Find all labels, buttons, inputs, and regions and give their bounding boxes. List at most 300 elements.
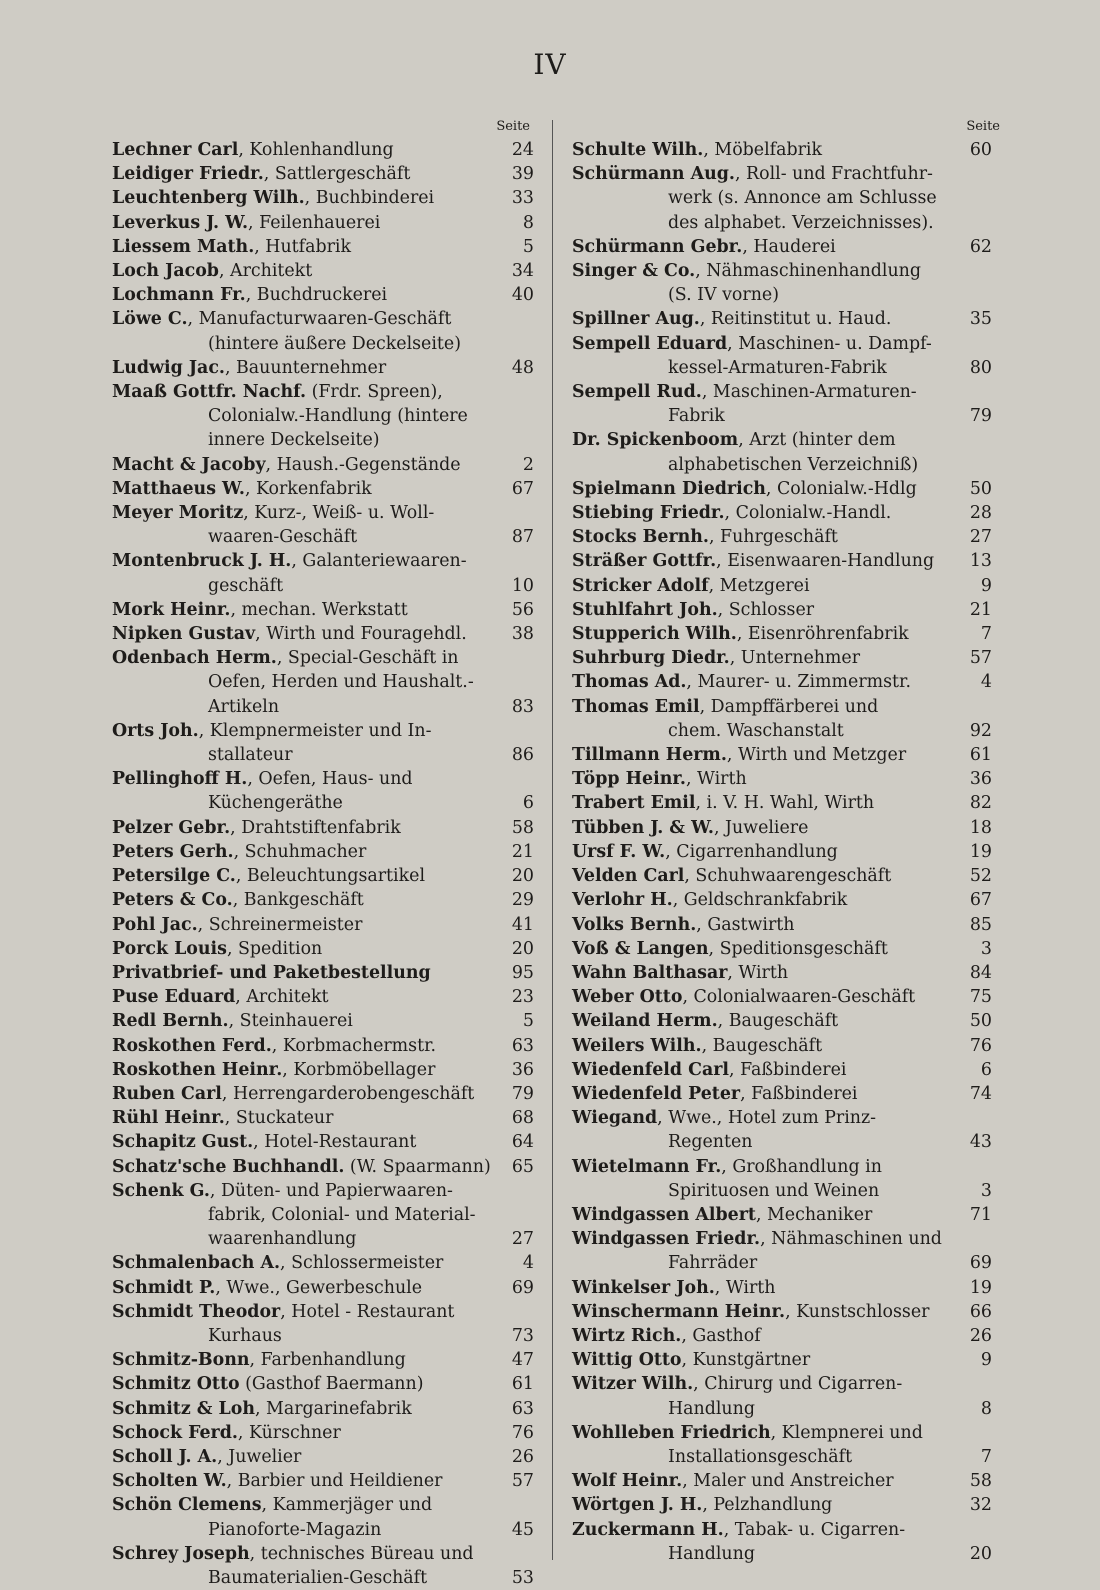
directory-entry xyxy=(112,235,542,259)
directory-entry xyxy=(112,719,542,767)
entry-first-line xyxy=(112,501,542,525)
entry-name: Wörtgen J. H. xyxy=(572,1495,703,1516)
entry-page-number: 71 xyxy=(969,1204,992,1225)
entry-name: Mork Heinr. xyxy=(112,599,231,620)
entry-page-number: 58 xyxy=(511,817,534,838)
entry-page-number: 63 xyxy=(511,1398,534,1419)
directory-entry xyxy=(572,816,1000,840)
entry-continuation: Küchengeräthe xyxy=(208,793,343,814)
entry-page-number: 32 xyxy=(969,1495,992,1516)
directory-entry xyxy=(572,501,1000,525)
entry-page-number: 52 xyxy=(969,866,992,887)
entry-name: Schmitz-Bonn xyxy=(112,1350,250,1371)
entry-name: Porck Louis xyxy=(112,938,227,959)
entry-description: , Oefen, Haus- und xyxy=(247,769,413,790)
directory-entry xyxy=(112,259,542,283)
entry-continuation: kessel-Armaturen-Fabrik xyxy=(668,357,887,378)
directory-entry xyxy=(112,1276,542,1300)
entry-continuation: Kurhaus xyxy=(208,1325,282,1346)
entry-page-number: 33 xyxy=(511,188,534,209)
entry-continuation: geschäft xyxy=(208,575,284,596)
directory-entry xyxy=(572,259,1000,307)
entry-continuation: Fabrik xyxy=(668,406,725,427)
directory-entry xyxy=(572,985,1000,1009)
entry-description: , Architekt xyxy=(218,261,313,282)
entry-name: Privatbrief- und Paketbestellung xyxy=(112,962,431,983)
directory-entry xyxy=(112,1397,542,1421)
entry-page-number: 3 xyxy=(980,938,992,959)
entry-list xyxy=(572,138,1000,1566)
entry-description: , Haush.-Gegenstände xyxy=(265,454,461,475)
entry-description: , Manufacturwaaren-Geschäft xyxy=(187,309,452,330)
entry-first-line xyxy=(572,1518,1000,1542)
entry-continuation: (hintere äußere Deckelseite) xyxy=(208,333,461,354)
directory-entry xyxy=(572,1155,1000,1203)
entry-description: , Gasthof xyxy=(681,1325,761,1346)
directory-entry xyxy=(112,1082,542,1106)
entry-continuation: innere Deckelseite) xyxy=(208,430,380,451)
entry-description: , Stuckateur xyxy=(224,1108,334,1129)
entry-name: Windgassen Albert xyxy=(572,1204,756,1225)
entry-page-number: 4 xyxy=(980,672,992,693)
entry-page-number: 18 xyxy=(969,817,992,838)
entry-description: , Wirth und Fouragehdl. xyxy=(255,624,467,645)
entry-page-number: 86 xyxy=(511,745,534,766)
entry-page-number: 79 xyxy=(969,406,992,427)
entry-name: Schürmann Gebr. xyxy=(572,236,743,257)
entry-description: , Kurz-, Weiß- u. Woll- xyxy=(243,503,435,524)
directory-entry xyxy=(572,598,1000,622)
entry-description: , Wirth und Metzger xyxy=(726,745,907,766)
entry-name: Tillmann Herm. xyxy=(572,745,727,766)
entry-page-number: 20 xyxy=(511,866,534,887)
entry-description: , Hutfabrik xyxy=(254,236,352,257)
directory-entry xyxy=(112,1130,542,1154)
entry-page-number: 7 xyxy=(980,1446,992,1467)
entry-page-number: 8 xyxy=(980,1398,992,1419)
entry-continuation: werk (s. Annonce am Schlusse xyxy=(668,188,937,209)
directory-entry xyxy=(112,1009,542,1033)
directory-entry xyxy=(572,791,1000,815)
entry-description: , Hotel - Restaurant xyxy=(280,1301,455,1322)
entry-name: Odenbach Herm. xyxy=(112,648,277,669)
entry-page-number: 7 xyxy=(980,624,992,645)
directory-entry xyxy=(572,937,1000,961)
entry-first-line xyxy=(572,1372,1000,1396)
entry-page-number: 19 xyxy=(969,841,992,862)
column-divider xyxy=(552,120,553,1560)
entry-description: , Mechaniker xyxy=(755,1204,873,1225)
entry-name: Dr. Spickenboom xyxy=(572,430,739,451)
entry-first-line xyxy=(112,646,542,670)
entry-description: , Dampffärberei und xyxy=(699,696,879,717)
entry-first-line xyxy=(112,767,542,791)
entry-name: Sträßer Gottfr. xyxy=(572,551,717,572)
entry-description: , Steinhauerei xyxy=(228,1011,353,1032)
directory-entry xyxy=(572,840,1000,864)
entry-description: , Baugeschäft xyxy=(717,1011,839,1032)
entry-page-number: 69 xyxy=(511,1277,534,1298)
entry-description: (Frdr. Spreen), xyxy=(306,382,443,403)
entry-page-number: 61 xyxy=(511,1374,534,1395)
entry-name: Lochmann Fr. xyxy=(112,285,246,306)
entry-name: Stuhlfahrt Joh. xyxy=(572,599,718,620)
entry-description: , technisches Büreau und xyxy=(249,1543,474,1564)
entry-name: Schmalenbach A. xyxy=(112,1253,281,1274)
entry-description: , Kürschner xyxy=(237,1422,341,1443)
entry-name: Pellinghoff H. xyxy=(112,769,248,790)
entry-description: , Korbmachermstr. xyxy=(271,1035,437,1056)
entry-description: , Galanteriewaaren- xyxy=(291,551,467,572)
directory-entry xyxy=(112,937,542,961)
entry-description: , Tabak- u. Cigarren- xyxy=(723,1519,906,1540)
directory-entry xyxy=(572,1058,1000,1082)
entry-description: , Pelzhandlung xyxy=(702,1495,833,1516)
entry-page-number: 57 xyxy=(511,1471,534,1492)
entry-description: , Chirurg und Cigarren- xyxy=(693,1374,903,1395)
entry-name: Windgassen Friedr. xyxy=(572,1229,761,1250)
entry-description: , Bauunternehmer xyxy=(224,357,387,378)
entry-page-number: 27 xyxy=(969,527,992,548)
directory-entry xyxy=(112,549,542,597)
entry-name: Suhrburg Diedr. xyxy=(572,648,730,669)
entry-name: Schmidt P. xyxy=(112,1277,216,1298)
entry-description: , Wwe., Hotel zum Prinz- xyxy=(657,1108,877,1129)
entry-description: , Colonialw.-Handl. xyxy=(724,503,892,524)
directory-entry xyxy=(572,961,1000,985)
entry-name: Meyer Moritz xyxy=(112,503,244,524)
directory-entry xyxy=(572,743,1000,767)
directory-entry xyxy=(112,864,542,888)
entry-first-line xyxy=(112,1300,542,1324)
entry-description: , Möbelfabrik xyxy=(703,140,823,160)
entry-page-number: 4 xyxy=(522,1253,534,1274)
entry-continuation: chem. Waschanstalt xyxy=(668,720,844,741)
entry-continuation: stallateur xyxy=(208,745,293,766)
entry-continuation: Artikeln xyxy=(208,696,280,717)
entry-description: , Juweliere xyxy=(713,817,809,838)
entry-name: Schapitz Gust. xyxy=(112,1132,254,1153)
entry-description: , Maurer- u. Zimmermstr. xyxy=(686,672,911,693)
entry-page-number: 66 xyxy=(969,1301,992,1322)
entry-name: Puse Eduard xyxy=(112,987,236,1008)
entry-first-line xyxy=(572,695,1000,719)
directory-entry xyxy=(572,1106,1000,1154)
entry-first-line xyxy=(572,259,1000,283)
entry-page-number: 50 xyxy=(969,1011,992,1032)
entry-first-line xyxy=(572,380,1000,404)
entry-description: , Cigarrenhandlung xyxy=(665,841,838,862)
directory-entry xyxy=(572,767,1000,791)
entry-description: , Colonialw.-Hdlg xyxy=(765,478,917,499)
entry-first-line xyxy=(572,428,1000,452)
entry-page-number: 61 xyxy=(969,745,992,766)
entry-name: Verlohr H. xyxy=(572,890,673,911)
entry-description: , Hotel-Restaurant xyxy=(253,1132,417,1153)
entry-list xyxy=(112,138,542,1590)
entry-name: Schmitz & Loh xyxy=(112,1398,255,1419)
entry-description: , Juwelier xyxy=(217,1446,302,1467)
entry-description: , Großhandlung in xyxy=(721,1156,882,1177)
directory-entry xyxy=(112,477,542,501)
entry-description: , Schlosser xyxy=(717,599,815,620)
directory-entry xyxy=(112,1372,542,1396)
entry-name: Schulte Wilh. xyxy=(572,140,704,160)
entry-page-number: 27 xyxy=(511,1229,534,1250)
directory-entry xyxy=(112,1251,542,1275)
entry-page-number: 21 xyxy=(969,599,992,620)
entry-continuation: Baumaterialien-Geschäft xyxy=(208,1567,428,1588)
directory-entry xyxy=(572,864,1000,888)
page-column-header: Seite xyxy=(496,119,530,134)
directory-entry xyxy=(572,1493,1000,1517)
entry-page-number: 6 xyxy=(980,1059,992,1080)
entry-name: Schürmann Aug. xyxy=(572,164,735,185)
directory-entry xyxy=(112,961,542,985)
entry-page-number: 26 xyxy=(969,1325,992,1346)
entry-page-number: 73 xyxy=(511,1325,534,1346)
directory-entry xyxy=(572,1372,1000,1420)
directory-entry xyxy=(112,501,542,549)
entry-name: Winschermann Heinr. xyxy=(572,1301,786,1322)
entry-name: Velden Carl xyxy=(572,866,685,887)
entry-description: , Roll- und Frachtfuhr- xyxy=(734,164,933,185)
entry-description: , Eisenröhrenfabrik xyxy=(736,624,909,645)
directory-entry xyxy=(112,1421,542,1445)
entry-description: , Wirth xyxy=(727,962,789,983)
entry-first-line xyxy=(112,307,542,331)
entry-name: Petersilge C. xyxy=(112,866,236,887)
entry-description: , Kammerjäger und xyxy=(261,1495,433,1516)
directory-entry xyxy=(572,1348,1000,1372)
entry-name: Singer & Co. xyxy=(572,261,696,282)
entry-description: , Maschinen- u. Dampf- xyxy=(727,333,932,354)
entry-page-number: 39 xyxy=(511,164,534,185)
entry-description: , Barbier und Heildiener xyxy=(226,1471,443,1492)
entry-first-line xyxy=(572,1227,1000,1251)
entry-name: Winkelser Joh. xyxy=(572,1277,715,1298)
entry-description: , Kunstschlosser xyxy=(785,1301,930,1322)
entry-page-number: 41 xyxy=(511,914,534,935)
entry-name: Lechner Carl xyxy=(112,140,239,160)
entry-page-number: 21 xyxy=(511,841,534,862)
directory-entry xyxy=(112,913,542,937)
entry-description: , Maler und Anstreicher xyxy=(682,1471,894,1492)
directory-entry xyxy=(112,138,542,162)
entry-name: Schmidt Theodor xyxy=(112,1301,281,1322)
entry-description: , Faßbinderei xyxy=(740,1083,858,1104)
entry-page-number: 87 xyxy=(511,527,534,548)
entry-page-number: 92 xyxy=(969,720,992,741)
entry-page-number: 95 xyxy=(511,962,534,983)
entry-first-line xyxy=(572,1421,1000,1445)
entry-description: , Wirth xyxy=(685,769,747,790)
directory-entry xyxy=(572,622,1000,646)
entry-page-number: 60 xyxy=(969,140,992,160)
entry-page-number: 83 xyxy=(511,696,534,717)
entry-page-number: 29 xyxy=(511,890,534,911)
entry-name: Wiedenfeld Peter xyxy=(572,1083,741,1104)
entry-name: Töpp Heinr. xyxy=(572,769,686,790)
directory-entry xyxy=(572,1518,1000,1566)
entry-page-number: 63 xyxy=(511,1035,534,1056)
entry-continuation: Handlung xyxy=(668,1398,755,1419)
entry-first-line xyxy=(112,1179,542,1203)
directory-entry xyxy=(572,1227,1000,1275)
entry-name: Stocks Bernh. xyxy=(572,527,709,548)
directory-entry xyxy=(112,162,542,186)
directory-entry xyxy=(112,1034,542,1058)
entry-description: , Reitinstitut u. Haud. xyxy=(699,309,892,330)
entry-page-number: 20 xyxy=(511,938,534,959)
entry-name: Wietelmann Fr. xyxy=(572,1156,722,1177)
entry-name: Maaß Gottfr. Nachf. xyxy=(112,382,307,403)
entry-description: , Nähmaschinen und xyxy=(760,1229,942,1250)
page-number: IV xyxy=(533,48,567,81)
entry-page-number: 69 xyxy=(969,1253,992,1274)
directory-entry xyxy=(572,1009,1000,1033)
directory-entry xyxy=(572,1203,1000,1227)
entry-name: Wirtz Rich. xyxy=(572,1325,682,1346)
entry-first-line xyxy=(112,380,542,404)
directory-entry xyxy=(112,380,542,453)
entry-page-number: 62 xyxy=(969,236,992,257)
entry-continuation: fabrik, Colonial- und Material- xyxy=(208,1204,476,1225)
entry-page-number: 40 xyxy=(511,285,534,306)
directory-entry xyxy=(112,1445,542,1469)
entry-page-number: 36 xyxy=(511,1059,534,1080)
entry-name: Zuckermann H. xyxy=(572,1519,724,1540)
entry-name: Liessem Math. xyxy=(112,236,255,257)
directory-entry xyxy=(112,840,542,864)
entry-first-line xyxy=(112,549,542,573)
directory-entry xyxy=(572,138,1000,162)
entry-continuation: alphabetischen Verzeichniß) xyxy=(668,454,919,475)
entry-page-number: 74 xyxy=(969,1083,992,1104)
entry-first-line xyxy=(112,1493,542,1517)
entry-description: , Eisenwaaren-Handlung xyxy=(716,551,935,572)
entry-page-number: 9 xyxy=(980,575,992,596)
entry-continuation: (S. IV vorne) xyxy=(668,285,779,306)
entry-name: Scholten W. xyxy=(112,1471,227,1492)
entry-page-number: 48 xyxy=(511,357,534,378)
entry-description: , Schlossermeister xyxy=(280,1253,444,1274)
entry-description: , Metzgerei xyxy=(708,575,810,596)
directory-entry xyxy=(112,985,542,1009)
directory-entry xyxy=(572,695,1000,743)
entry-description: , Buchdruckerei xyxy=(245,285,388,306)
entry-first-line xyxy=(112,719,542,743)
directory-entry xyxy=(572,888,1000,912)
entry-page-number: 36 xyxy=(969,769,992,790)
entry-name: Wohlleben Friedrich xyxy=(572,1422,771,1443)
entry-page-number: 28 xyxy=(969,503,992,524)
directory-entry xyxy=(572,574,1000,598)
entry-description: , Buchbinderei xyxy=(304,188,435,209)
directory-entry xyxy=(112,1179,542,1252)
directory-entry xyxy=(112,283,542,307)
entry-description: (W. Spaarmann) xyxy=(344,1156,491,1177)
directory-entry xyxy=(572,332,1000,380)
entry-name: Schatz'sche Buchhandl. xyxy=(112,1156,345,1177)
directory-entry xyxy=(112,1542,542,1590)
entry-name: Weilers Wilh. xyxy=(572,1035,702,1056)
entry-page-number: 34 xyxy=(511,261,534,282)
directory-entry xyxy=(572,549,1000,573)
entry-name: Pohl Jac. xyxy=(112,914,198,935)
entry-name: Weiland Herm. xyxy=(572,1011,718,1032)
entry-page-number: 24 xyxy=(511,140,534,160)
entry-name: Roskothen Heinr. xyxy=(112,1059,283,1080)
entry-page-number: 67 xyxy=(511,478,534,499)
directory-entry xyxy=(572,1276,1000,1300)
entry-name: Leverkus J. W. xyxy=(112,212,249,233)
entry-continuation: Colonialw.-Handlung (hintere xyxy=(208,406,468,427)
entry-page-number: 57 xyxy=(969,648,992,669)
entry-name: Leidiger Friedr. xyxy=(112,164,264,185)
page-column-header: Seite xyxy=(966,119,1000,134)
entry-description: , Faßbinderei xyxy=(729,1059,847,1080)
directory-entry xyxy=(112,1493,542,1541)
directory-entry xyxy=(112,307,542,355)
entry-page-number: 50 xyxy=(969,478,992,499)
entry-name: Wittig Otto xyxy=(572,1350,682,1371)
entry-page-number: 58 xyxy=(969,1471,992,1492)
directory-entry xyxy=(572,307,1000,331)
entry-page-number: 6 xyxy=(522,793,534,814)
entry-page-number: 26 xyxy=(511,1446,534,1467)
entry-first-line xyxy=(572,162,1000,186)
entry-name: Orts Joh. xyxy=(112,720,199,741)
entry-name: Montenbruck J. H. xyxy=(112,551,292,572)
entry-name: Stupperich Wilh. xyxy=(572,624,737,645)
entry-continuation: Spirituosen und Weinen xyxy=(668,1180,880,1201)
entry-page-number: 5 xyxy=(522,1011,534,1032)
entry-description: , Herrengarderobengeschäft xyxy=(221,1083,475,1104)
entry-page-number: 68 xyxy=(511,1108,534,1129)
directory-entry xyxy=(112,888,542,912)
entry-name: Pelzer Gebr. xyxy=(112,817,231,838)
directory-entry xyxy=(572,235,1000,259)
entry-continuation: Oefen, Herden und Haushalt.- xyxy=(208,672,474,693)
entry-name: Weber Otto xyxy=(572,987,683,1008)
entry-first-line xyxy=(572,1106,1000,1130)
entry-page-number: 5 xyxy=(522,236,534,257)
entry-continuation: Fahrräder xyxy=(668,1253,758,1274)
entry-page-number: 64 xyxy=(511,1132,534,1153)
entry-description: , mechan. Werkstatt xyxy=(230,599,408,620)
directory-entry xyxy=(112,356,542,380)
entry-name: Nipken Gustav xyxy=(112,624,256,645)
entry-description: , Drahtstiftenfabrik xyxy=(230,817,401,838)
entry-first-line xyxy=(572,1155,1000,1179)
entry-name: Spillner Aug. xyxy=(572,309,700,330)
entry-description: , Unternehmer xyxy=(729,648,861,669)
entry-name: Wiegand xyxy=(572,1108,658,1129)
directory-entry xyxy=(112,1106,542,1130)
directory-entry xyxy=(112,453,542,477)
directory-entry xyxy=(112,622,542,646)
directory-entry xyxy=(572,162,1000,235)
entry-description: , Arzt (hinter dem xyxy=(738,430,896,451)
entry-name: Schock Ferd. xyxy=(112,1422,238,1443)
entry-description: , Düten- und Papierwaaren- xyxy=(209,1180,453,1201)
entry-name: Rühl Heinr. xyxy=(112,1108,225,1129)
directory-entry xyxy=(112,1348,542,1372)
entry-page-number: 79 xyxy=(511,1083,534,1104)
entry-description: , Klempnerei und xyxy=(770,1422,923,1443)
entry-name: Thomas Ad. xyxy=(572,672,687,693)
